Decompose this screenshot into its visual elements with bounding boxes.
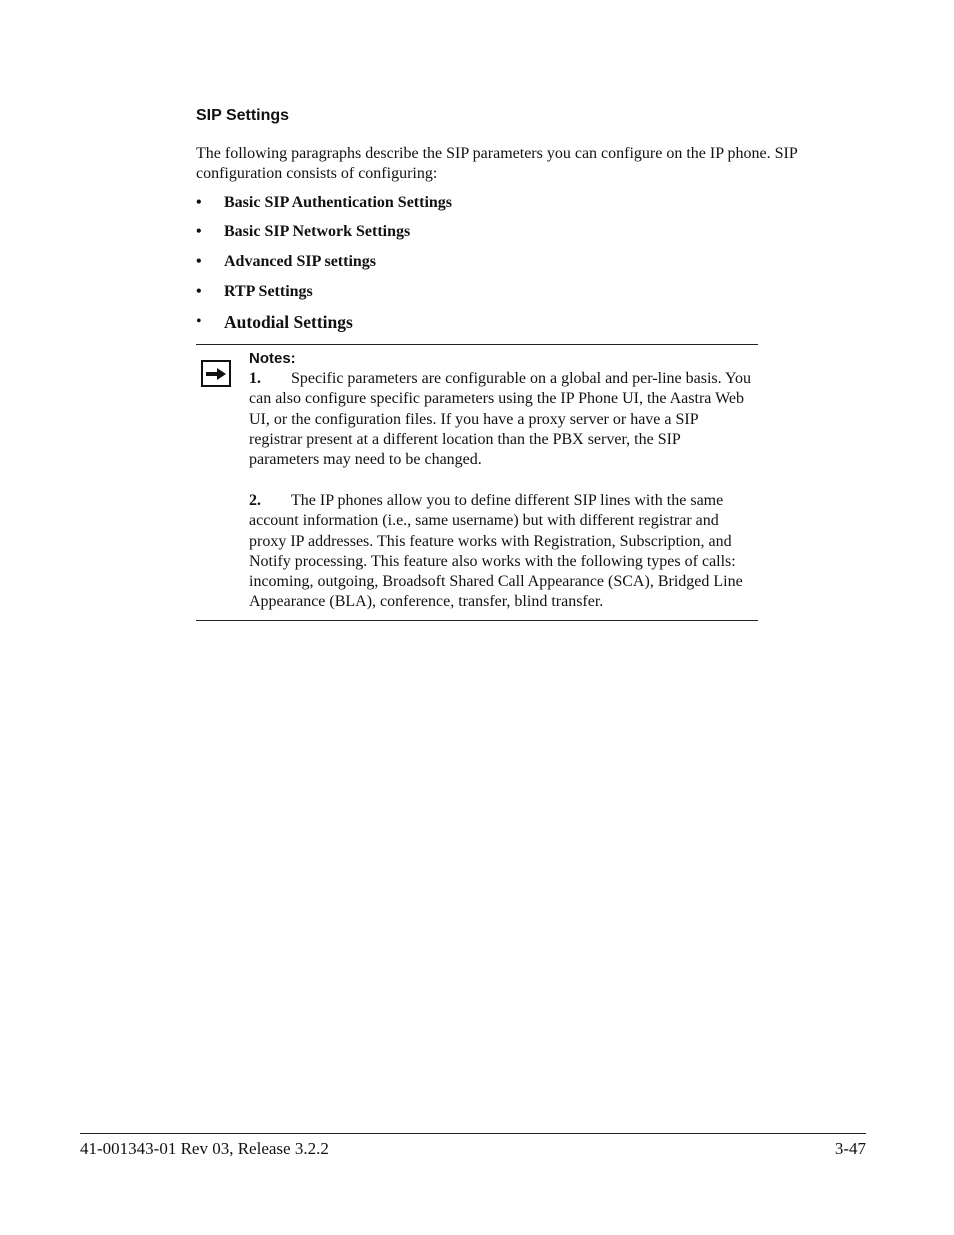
footer-page-number: 3-47: [834, 1139, 866, 1158]
bullet-symbol: •: [196, 223, 202, 240]
note-item: [249, 491, 754, 613]
right-arrow-icon: [201, 360, 231, 387]
list-item-label: Autodial Settings: [224, 312, 353, 332]
section-heading: SIP Settings: [196, 107, 290, 124]
list-item-label: Advanced SIP settings: [224, 253, 377, 270]
bullet-symbol: •: [196, 313, 202, 330]
note-number: 1.: [249, 370, 261, 387]
list-item-label: Basic SIP Network Settings: [224, 223, 411, 240]
notes-label: Notes:: [249, 350, 296, 367]
footer-divider: [80, 1133, 866, 1134]
list-item-label: RTP Settings: [224, 283, 313, 300]
note-item: [249, 369, 754, 470]
footer-document-id: 41-001343-01 Rev 03, Release 3.2.2: [80, 1139, 329, 1158]
notes-top-divider: [196, 344, 758, 345]
note-number: 2.: [249, 492, 261, 509]
note-text: The IP phones allow you to define different SIP lines with the same account information (i.e., same username) but with different registrar and proxy IP addresses. This feature works with Registration, Subscription, and Notify processing. This feature also works with the following types of calls: incoming, outgoing, Broadsoft Shared Call Appearance (SCA), Bridged Line Appearance (BLA), conference, transfer, blind transfer.: [249, 492, 743, 611]
bullet-symbol: •: [196, 194, 202, 211]
notes-bottom-divider: [196, 620, 758, 621]
list-item-label: Basic SIP Authentication Settings: [224, 194, 453, 211]
intro-paragraph: The following paragraphs describe the SIP parameters you can configure on the IP phone. SIP configuration consists of configuring:: [196, 145, 798, 182]
bullet-symbol: •: [196, 253, 202, 270]
bullet-symbol: •: [196, 283, 202, 300]
note-text: Specific parameters are configurable on a global and per-line basis. You can also configure specific parameters using the IP Phone UI, the Aastra Web UI, or the configuration files. If you have a proxy server or have a SIP registrar present at a different location than the PBX server, the SIP parameters may need to be changed.: [249, 370, 751, 469]
